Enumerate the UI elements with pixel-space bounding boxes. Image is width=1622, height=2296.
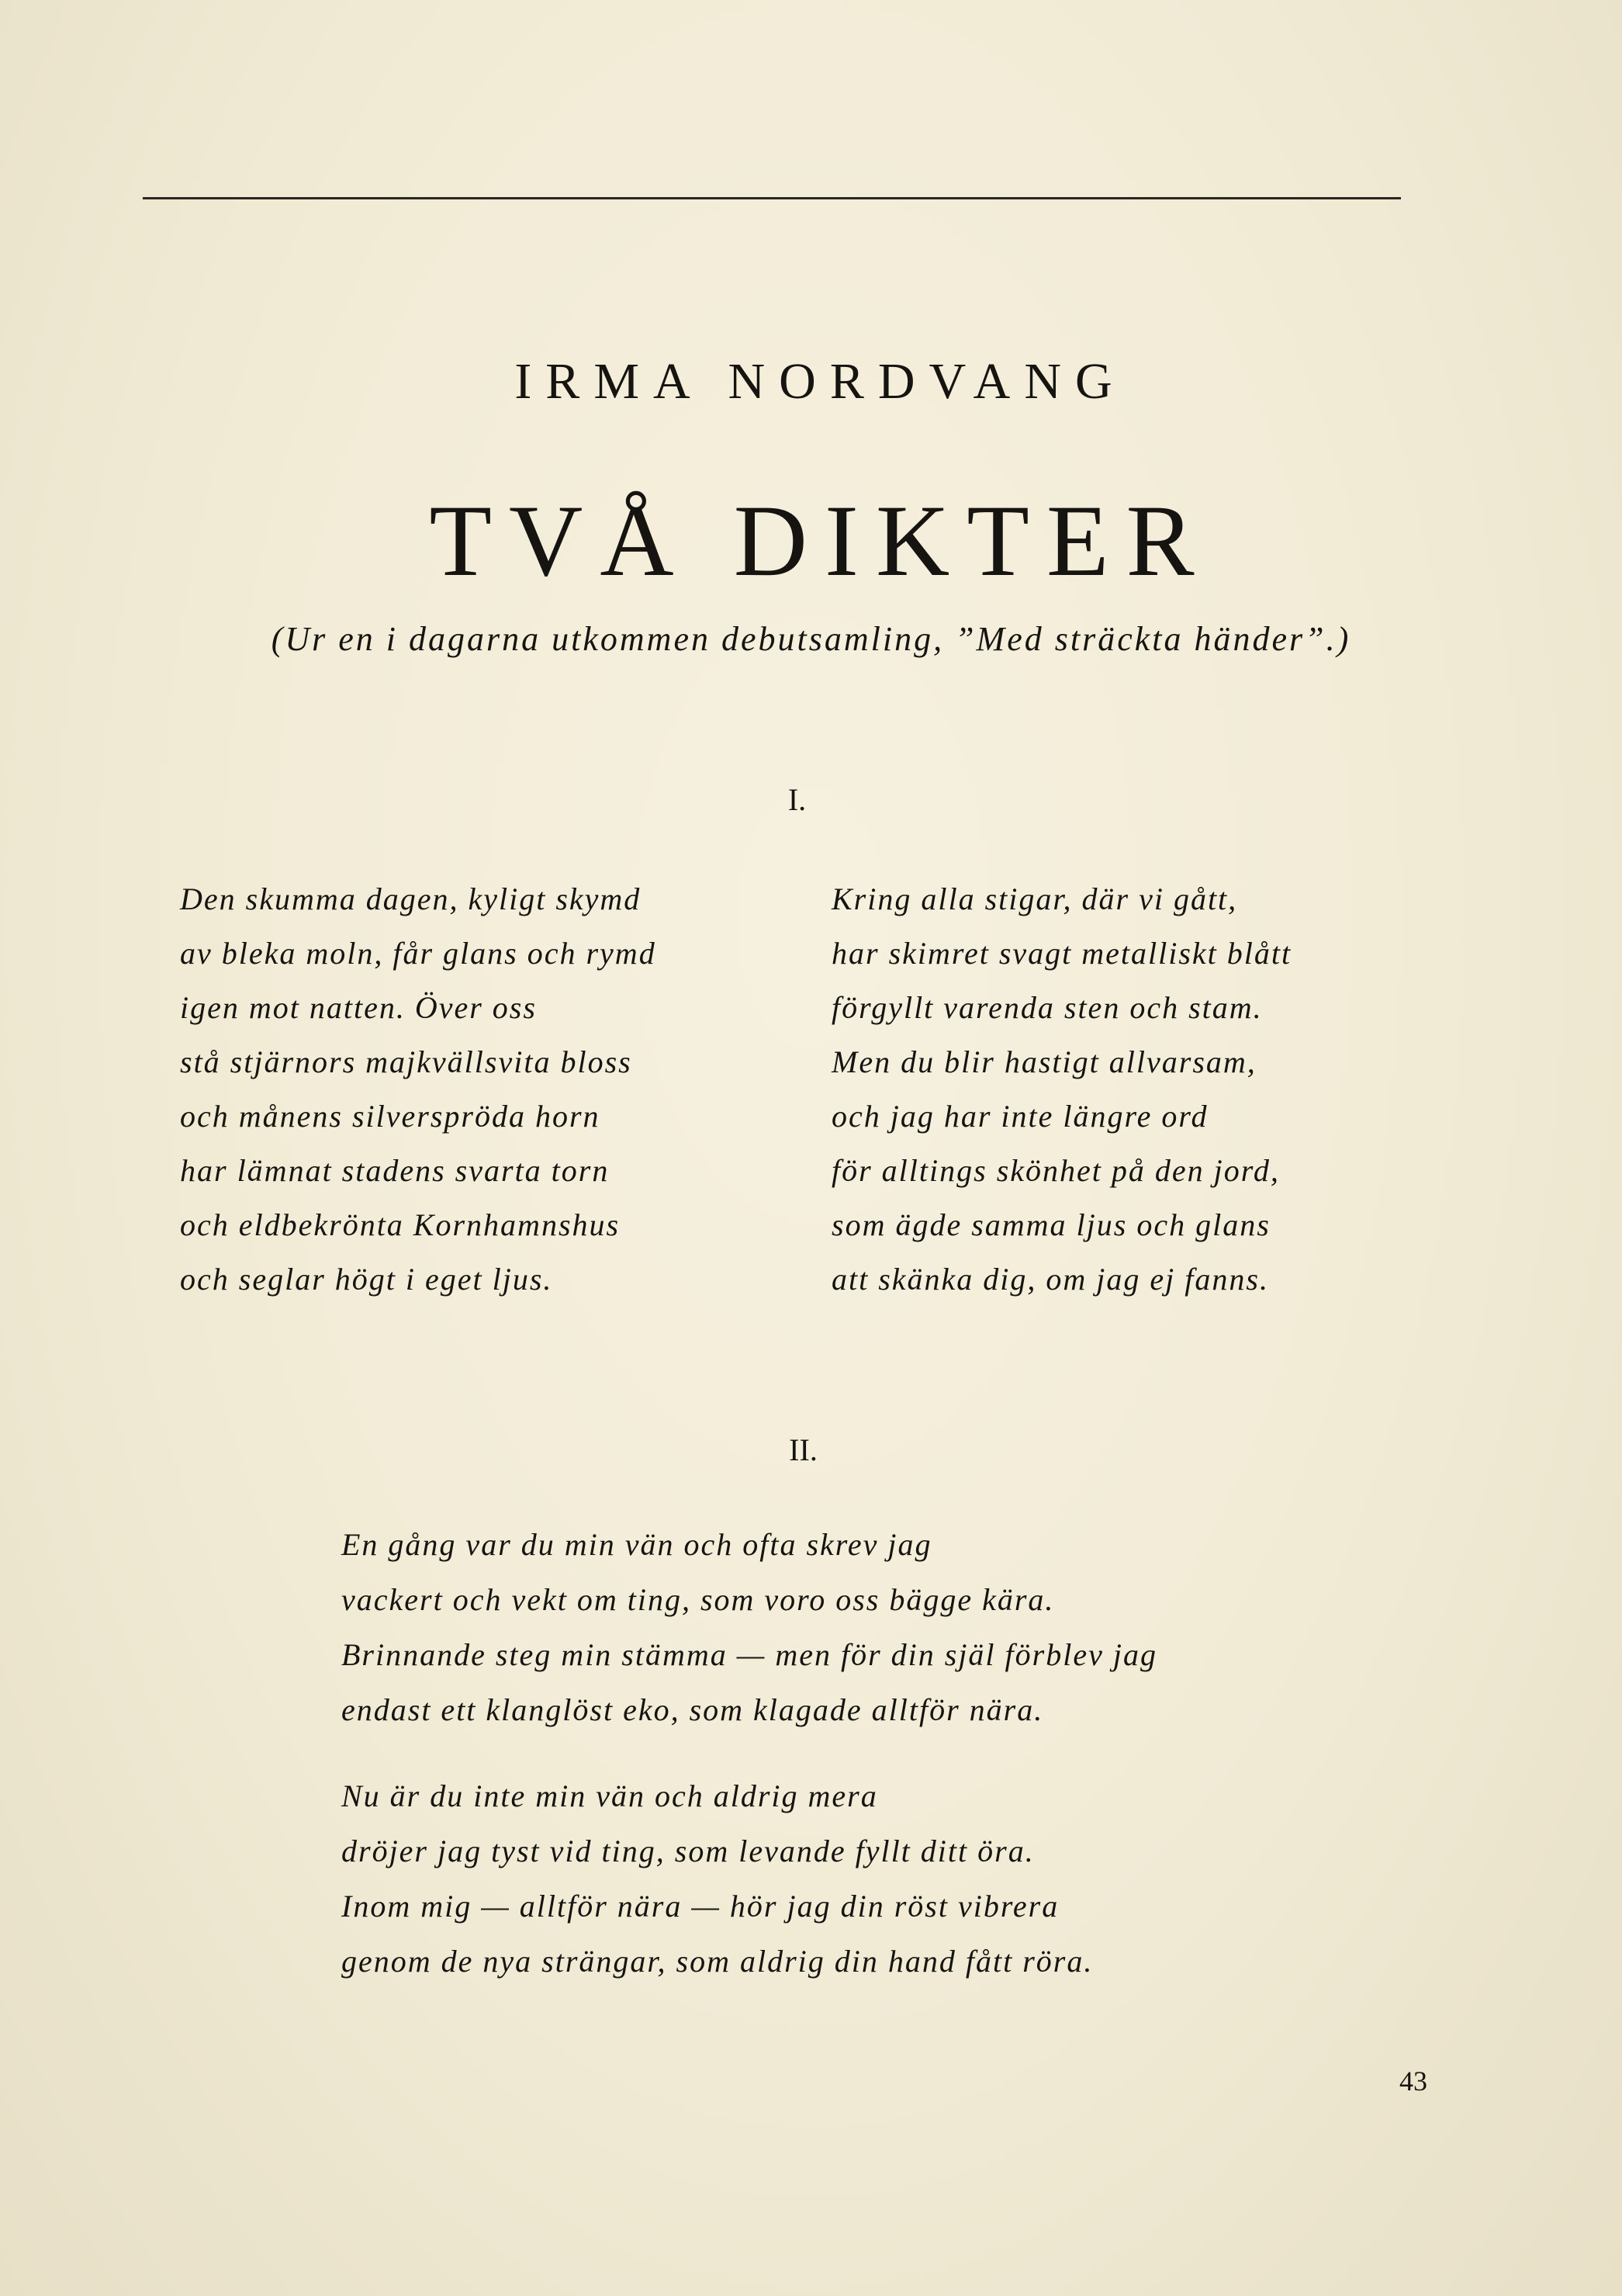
verse-line: genom de nya strängar, som aldrig din hand fått röra. — [341, 1944, 1094, 1979]
poem-two-stanza-one — [341, 1517, 1157, 1737]
verse-line: förgyllt varenda sten och stam. — [832, 990, 1263, 1025]
verse-line: har skimret svagt metalliskt blått — [832, 936, 1292, 971]
poem-one-left-column — [180, 872, 656, 1307]
verse-line: endast ett klanglöst eko, som klagade alltför nära. — [341, 1692, 1044, 1727]
verse-line: dröjer jag tyst vid ting, som levande fyllt ditt öra. — [341, 1834, 1035, 1868]
poem-collection-title: TVÅ DIKTER — [429, 483, 1212, 597]
verse-line: har lämnat stadens svarta torn — [180, 1153, 610, 1188]
poem-one-right-column — [832, 872, 1292, 1307]
author-name: IRMA NORDVANG — [514, 353, 1126, 410]
verse-line: Men du blir hastigt allvarsam, — [832, 1044, 1257, 1079]
verse-line: och seglar högt i eget ljus. — [180, 1262, 553, 1297]
verse-line: Den skumma dagen, kyligt skymd — [180, 881, 642, 916]
verse-line: som ägde samma ljus och glans — [832, 1207, 1271, 1242]
top-rule — [143, 197, 1401, 199]
verse-line: stå stjärnors majkvällsvita bloss — [180, 1044, 632, 1079]
verse-line: för alltings skönhet på den jord, — [832, 1153, 1280, 1188]
verse-line: att skänka dig, om jag ej fanns. — [832, 1262, 1269, 1297]
verse-line: Inom mig — alltför nära — hör jag din röst vibrera — [341, 1889, 1060, 1924]
verse-line: Brinnande steg min stämma — men för din själ förblev jag — [341, 1637, 1157, 1672]
verse-line: igen mot natten. Över oss — [180, 990, 537, 1025]
verse-line: En gång var du min vän och ofta skrev jag — [341, 1527, 932, 1562]
verse-line: av bleka moln, får glans och rymd — [180, 936, 656, 971]
verse-line: Nu är du inte min vän och aldrig mera — [341, 1778, 878, 1813]
page-number: 43 — [1399, 2066, 1427, 2097]
section-numeral-two: II. — [789, 1432, 818, 1467]
section-numeral-one: I. — [787, 782, 807, 817]
poem-two-stanza-two — [341, 1768, 1093, 1989]
subtitle: (Ur en i dagarna utkommen debutsamling, ”Med sträckta händer”.) — [271, 620, 1351, 658]
verse-line: vackert och vekt om ting, som voro oss bägge kära. — [341, 1582, 1055, 1617]
verse-line: och jag har inte längre ord — [832, 1099, 1209, 1134]
verse-line: och månens silverspröda horn — [180, 1099, 600, 1134]
verse-line: Kring alla stigar, där vi gått, — [832, 881, 1238, 916]
verse-line: och eldbekrönta Kornhamnshus — [180, 1207, 621, 1242]
